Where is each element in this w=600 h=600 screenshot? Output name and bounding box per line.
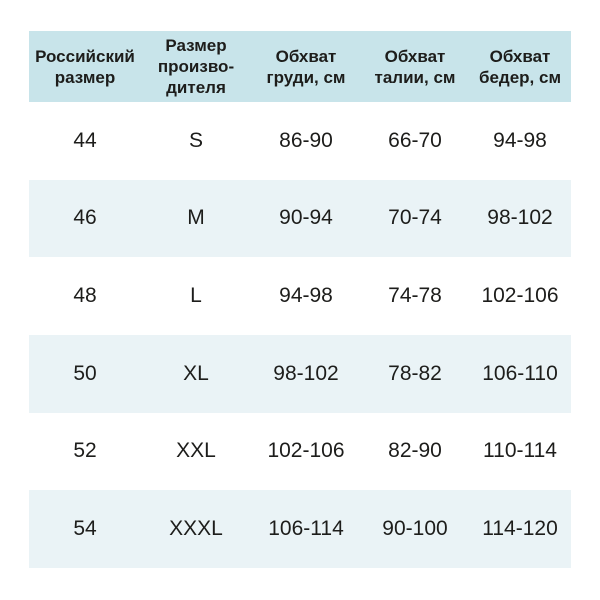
table-header-row — [29, 31, 571, 102]
header-cell-waist — [361, 31, 469, 102]
header-cell-manufacturer-size — [141, 31, 251, 102]
cell-manufacturer-size: XXL — [176, 439, 216, 463]
cell-chest: 86-90 — [279, 128, 333, 152]
table-row — [29, 180, 571, 258]
cell-hips: 106-110 — [482, 361, 558, 385]
header-line: бедер, см — [478, 67, 562, 87]
header-cell-hips — [469, 31, 571, 102]
table-row — [29, 257, 571, 335]
header-line: Размер — [165, 36, 227, 55]
cell-chest: 94-98 — [279, 284, 333, 308]
table-row — [29, 490, 571, 568]
header-line: Российский — [35, 46, 135, 66]
cell-hips: 94-98 — [493, 128, 547, 152]
cell-manufacturer-size: XXXL — [169, 517, 223, 541]
cell-hips: 114-120 — [482, 517, 558, 541]
header-line: размер — [54, 67, 116, 87]
cell-waist: 82-90 — [388, 439, 442, 463]
header-line: Обхват — [275, 46, 337, 66]
table-row — [29, 335, 571, 413]
table-row — [29, 413, 571, 491]
cell-manufacturer-size: S — [188, 128, 203, 152]
cell-waist: 74-78 — [388, 284, 442, 308]
cell-chest: 98-102 — [273, 361, 339, 385]
table-row — [29, 102, 571, 180]
cell-russian-size: 54 — [73, 517, 97, 541]
header-line: Обхват — [489, 46, 551, 66]
cell-hips: 102-106 — [481, 284, 559, 308]
cell-russian-size: 50 — [73, 361, 97, 385]
header-line: талии, см — [374, 67, 456, 87]
header-cell-chest — [251, 31, 361, 102]
header-line: груди, см — [266, 67, 346, 87]
header-line: произво- — [157, 57, 235, 76]
cell-waist: 66-70 — [388, 128, 442, 152]
cell-russian-size: 52 — [73, 439, 97, 463]
cell-manufacturer-size: L — [190, 284, 202, 308]
cell-hips: 98-102 — [487, 206, 553, 230]
header-line: дителя — [166, 78, 226, 97]
cell-russian-size: 44 — [73, 128, 97, 152]
header-cell-russian-size — [29, 31, 141, 102]
cell-manufacturer-size: XL — [183, 361, 209, 385]
cell-manufacturer-size: M — [187, 206, 205, 230]
cell-russian-size: 46 — [73, 206, 97, 230]
size-table — [29, 31, 571, 568]
cell-hips: 110-114 — [483, 439, 557, 463]
cell-chest: 102-106 — [267, 439, 345, 463]
cell-waist: 70-74 — [388, 206, 442, 230]
cell-waist: 78-82 — [388, 361, 442, 385]
cell-chest: 90-94 — [279, 206, 333, 230]
cell-waist: 90-100 — [382, 517, 448, 541]
cell-chest: 106-114 — [268, 517, 344, 541]
header-line: Обхват — [384, 46, 446, 66]
cell-russian-size: 48 — [73, 284, 97, 308]
